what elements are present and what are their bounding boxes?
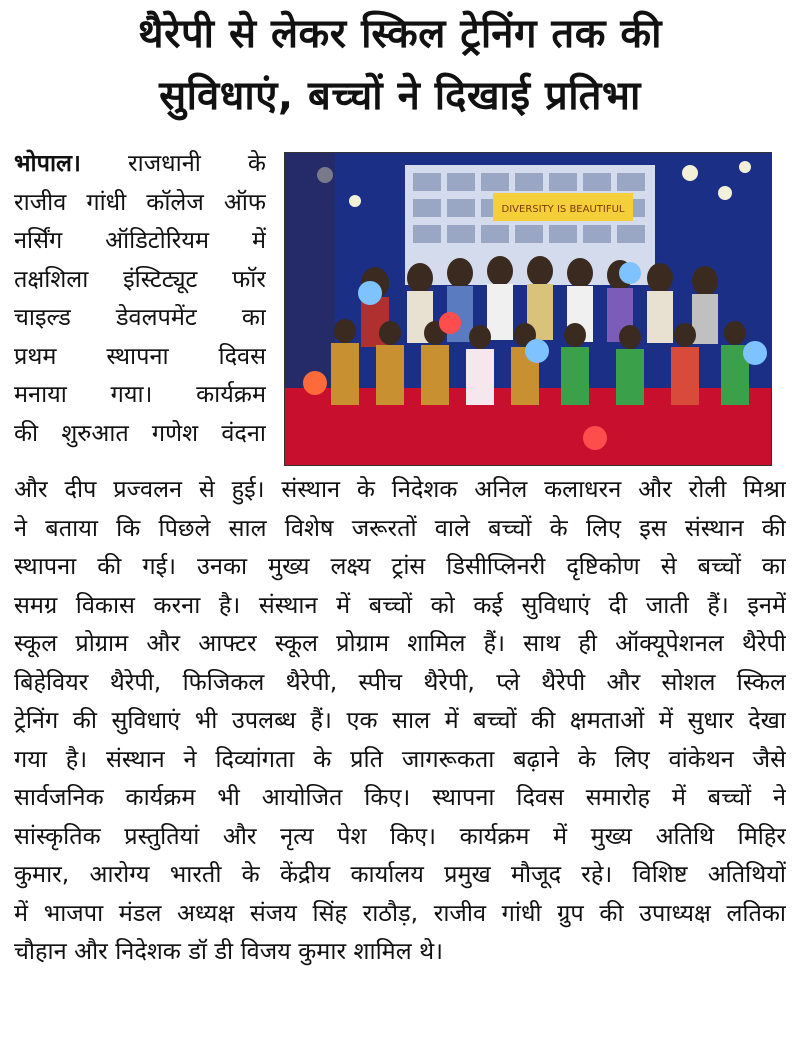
article-line: मनाया गया। कार्यक्रम	[14, 380, 266, 408]
event-photo-illustration	[285, 153, 771, 465]
article-body-full-width	[14, 470, 786, 971]
article-line: स्थापना की गई। उनका मुख्य लक्ष्य ट्रांस डिसीप्लिनरी दृष्टिकोण से बच्चों का	[14, 552, 786, 580]
article-line	[14, 144, 266, 183]
article-line: नर्सिंग ऑडिटोरियम में	[14, 226, 266, 254]
adults-row	[361, 256, 718, 347]
article-line: तक्षशिला इंस्टिट्यूट फॉर	[14, 264, 266, 293]
article-line: बिहेवियर थैरेपी, फिजिकल थैरेपी, स्पीच थैरेपी, प्ले थैरेपी और सोशल स्किल	[14, 667, 786, 696]
article-line-text: राजधानी के	[128, 149, 266, 177]
article-line: सार्वजनिक कार्यक्रम भी आयोजित किए। स्थापना दिवस समारोह में बच्चों ने	[14, 783, 786, 811]
article-line: राजीव गांधी कॉलेज ऑफ	[14, 187, 266, 216]
article-line: ट्रेनिंग की सुविधाएं भी उपलब्ध हैं। एक साल में बच्चों की क्षमताओं में सुधार देखा	[14, 706, 786, 734]
headline-line-2: सुविधाएं, बच्चों ने दिखाई प्रतिभा	[159, 73, 641, 119]
dateline: भोपाल।	[14, 149, 81, 177]
article-line: प्रथम स्थापना दिवस	[14, 341, 266, 370]
article-column-narrow	[14, 144, 266, 452]
headline-line-1: थैरेपी से लेकर स्किल ट्रेनिंग तक की	[138, 11, 662, 57]
article-line: चाइल्ड डेवलपमेंट का	[14, 303, 266, 331]
article-line: कुमार, आरोग्य भारती के केंद्रीय कार्यालय प्रमुख मौजूद रहे। विशिष्ट अतिथियों	[14, 860, 786, 888]
article-line: सांस्कृतिक प्रस्तुतियां और नृत्य पेश किए। कार्यक्रम में मुख्य अतिथि मिहिर	[14, 821, 786, 850]
article-line: चौहान और निदेशक डॉ डी विजय कुमार शामिल थे।	[14, 937, 444, 965]
article-line: और दीप प्रज्वलन से हुई। संस्थान के निदेशक अनिल कलाधरन और रोली मिश्रा	[14, 475, 786, 503]
article-line: की शुरुआत गणेश वंदना	[14, 418, 266, 447]
article-line: में भाजपा मंडल अध्यक्ष संजय सिंह राठौड़, राजीव गांधी ग्रुप की उपाध्यक्ष लतिका	[14, 898, 786, 927]
article-line: स्कूल प्रोग्राम और आफ्टर स्कूल प्रोग्राम शामिल हैं। साथ ही ऑक्यूपेशनल थैरेपी	[14, 629, 786, 657]
photo-banner-text: DIVERSITY IS BEAUTIFUL	[501, 204, 625, 215]
article-line: समग्र विकास करना है। संस्थान में बच्चों को कई सुविधाएं दी जाती हैं। इनमें	[14, 590, 786, 619]
article-line: गया है। संस्थान ने दिव्यांगता के प्रति जागरूकता बढ़ाने के लिए वांकेथन जैसे	[14, 744, 786, 773]
event-photo	[284, 152, 772, 466]
article-line: ने बताया कि पिछले साल विशेष जरूरतों वाले बच्चों के लिए इस संस्थान की	[14, 513, 786, 542]
